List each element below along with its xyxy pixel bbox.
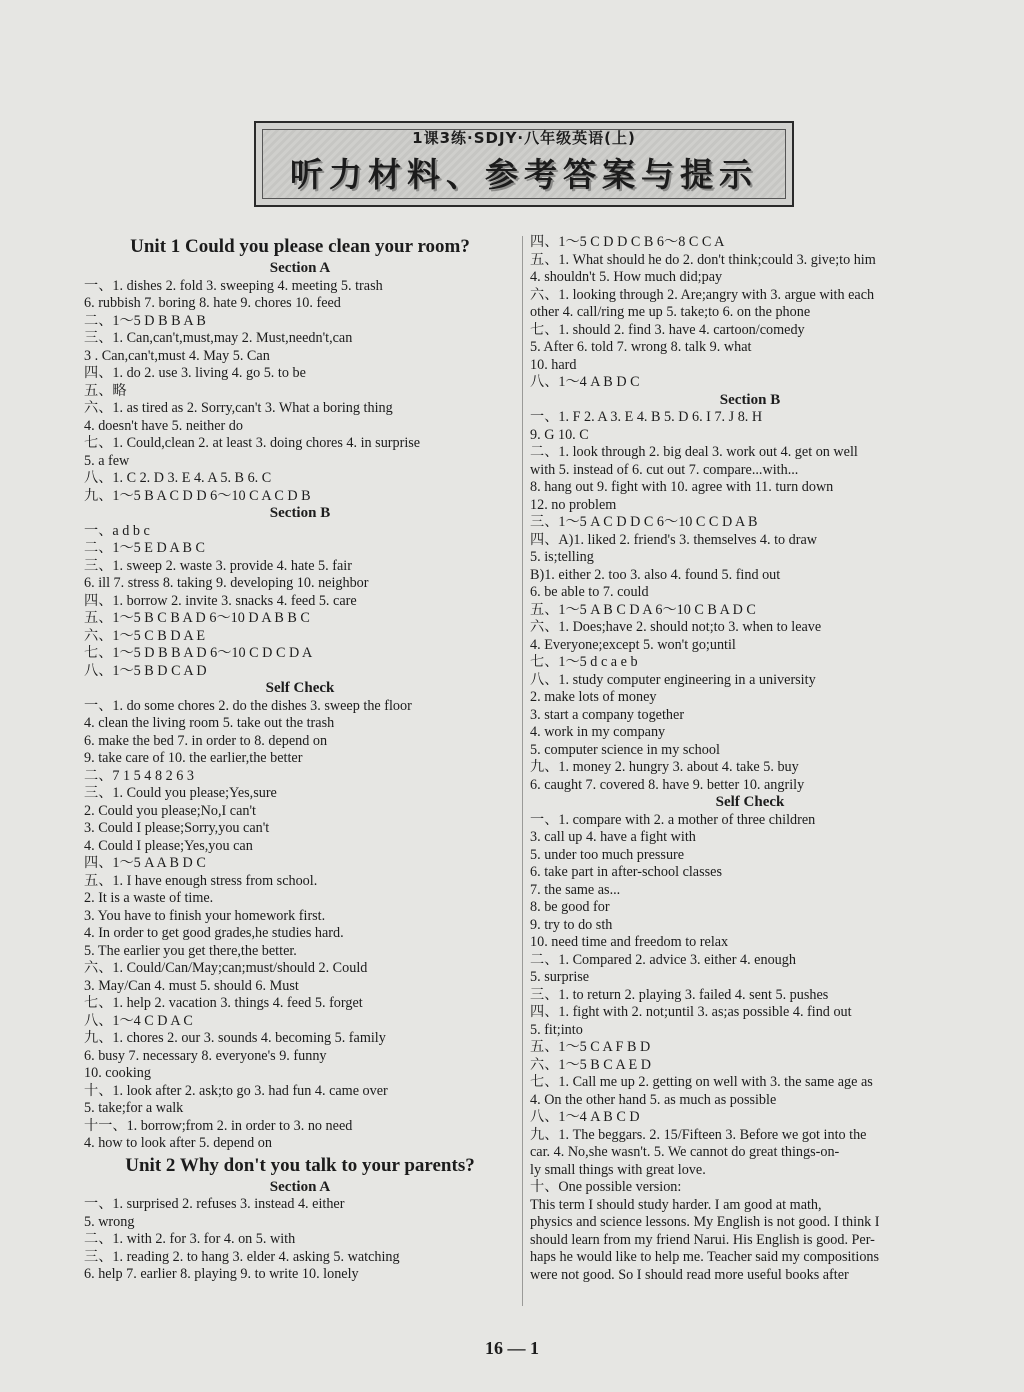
answer-line: 8. hang out 9. fight with 10. agree with 11. turn down bbox=[530, 479, 834, 495]
answer-line: 5. surprise bbox=[530, 969, 590, 985]
unit2-section-b-heading: Section B bbox=[719, 391, 781, 408]
answer-line: 10. need time and freedom to relax bbox=[530, 934, 729, 950]
unit2-section-b-lines bbox=[530, 409, 970, 794]
answer-line: 五、1～5 C A F B D bbox=[530, 1039, 651, 1055]
answer-line: This term I should study harder. I am good at math, bbox=[530, 1196, 822, 1213]
unit2-section-a-heading: Section A bbox=[269, 1178, 331, 1195]
unit2-title: Unit 2 Why don't you talk to your parents? bbox=[125, 1154, 475, 1176]
unit2-section-a-lines bbox=[84, 1196, 516, 1284]
banner-title: 听力材料、参考答案与提示 bbox=[290, 155, 758, 194]
answer-line: 一、1. dishes 2. fold 3. sweeping 4. meeting 5. trash bbox=[84, 277, 383, 294]
answer-line: 5. fit;into bbox=[530, 1021, 583, 1038]
answer-line: 十、One possible version: bbox=[530, 1179, 682, 1195]
answer-line: 七、1～5 D B B A D 6～10 C D C D A bbox=[84, 645, 313, 661]
answer-line: 八、1～4 A B C D bbox=[530, 1109, 640, 1125]
column-divider bbox=[522, 236, 523, 1306]
answer-line: 四、A)1. liked 2. friend's 3. themselves 4. to draw bbox=[530, 531, 818, 548]
answer-line: 六、1～5 B C A E D bbox=[530, 1056, 652, 1073]
answer-line: 六、1. Does;have 2. should not;to 3. when to leave bbox=[530, 619, 822, 635]
unit1-title: Unit 1 Could you please clean your room? bbox=[130, 236, 470, 257]
answer-line: 九、1. chores 2. our 3. sounds 4. becoming 5. family bbox=[84, 1030, 386, 1046]
answer-line: 6. ill 7. stress 8. taking 9. developing 10. neighbor bbox=[84, 575, 369, 591]
answer-line: 八、1～5 B D C A D bbox=[84, 662, 207, 679]
answer-line: 五、1～5 A B C D A 6～10 C B A D C bbox=[530, 601, 756, 618]
banner-subtitle: 1课3练·SDJY·八年级英语(上) bbox=[412, 129, 636, 147]
answer-line: ly small things with great love. bbox=[530, 1161, 706, 1178]
answer-line: 六、1～5 C B D A E bbox=[84, 627, 206, 644]
answer-line: 二、1. look through 2. big deal 3. work out 4. get on well bbox=[530, 444, 858, 460]
answer-line: 5. a few bbox=[84, 452, 130, 469]
answer-line: 十、1. look after 2. ask;to go 3. had fun 4. came over bbox=[84, 1082, 388, 1099]
unit2-section-a-cont-lines bbox=[530, 234, 970, 392]
answer-line: 6. busy 7. necessary 8. everyone's 9. funny bbox=[84, 1047, 327, 1064]
answer-line: 6. be able to 7. could bbox=[530, 584, 649, 600]
answer-line: 七、1～5 d c a e b bbox=[530, 654, 638, 670]
unit1-section-a-lines bbox=[84, 278, 516, 506]
answer-line: physics and science lessons. My English is not good. I think I bbox=[530, 1214, 880, 1230]
answer-line: 四、1～5 C D D C B 6～8 C C A bbox=[530, 234, 725, 250]
answer-line: 6. help 7. earlier 8. playing 9. to write 10. lonely bbox=[84, 1266, 359, 1282]
answer-line: 三、1. reading 2. to hang 3. elder 4. asking 5. watching bbox=[84, 1248, 400, 1265]
answer-line: 五、略 bbox=[84, 382, 127, 399]
answer-line: 4. shouldn't 5. How much did;pay bbox=[530, 269, 723, 285]
answer-line: haps he would like to help me. Teacher said my compositions bbox=[530, 1249, 880, 1265]
answer-line: 七、1. help 2. vacation 3. things 4. feed 5. forget bbox=[84, 995, 363, 1011]
answer-line: with 5. instead of 6. cut out 7. compare...with... bbox=[530, 461, 799, 478]
answer-line: 六、1. as tired as 2. Sorry,can't 3. What a boring thing bbox=[84, 400, 393, 416]
answer-line: 3. start a company together bbox=[530, 706, 685, 723]
unit1-section-b-heading: Section B bbox=[269, 505, 331, 521]
answer-line: 七、1. Could,clean 2. at least 3. doing chores 4. in surprise bbox=[84, 435, 421, 451]
answer-line: 6. make the bed 7. in order to 8. depend on bbox=[84, 732, 328, 749]
answer-line: 二、7 1 5 4 8 2 6 3 bbox=[84, 767, 194, 784]
answer-line: 八、1～4 A B D C bbox=[530, 374, 640, 390]
answer-line: 4. Everyone;except 5. won't go;until bbox=[530, 636, 736, 653]
unit1-section-b-lines bbox=[84, 523, 516, 681]
answer-line: were not good. So I should read more useful books after bbox=[530, 1266, 849, 1283]
answer-line: 8. be good for bbox=[530, 899, 610, 915]
answer-line: 二、1. Compared 2. advice 3. either 4. enough bbox=[530, 951, 796, 968]
left-column bbox=[84, 234, 516, 1284]
answer-line: 八、1. C 2. D 3. E 4. A 5. B 6. C bbox=[84, 470, 272, 486]
right-column bbox=[530, 234, 970, 1284]
unit1-self-check-lines bbox=[84, 698, 516, 1153]
answer-line: 10. cooking bbox=[84, 1065, 151, 1081]
answer-line: 5. After 6. told 7. wrong 8. talk 9. what bbox=[530, 339, 752, 355]
answer-line: 4. how to look after 5. depend on bbox=[84, 1135, 272, 1151]
answer-line: 七、1. Call me up 2. getting on well with 3. the same age as bbox=[530, 1074, 873, 1090]
answer-line: 9. try to do sth bbox=[530, 916, 613, 933]
answer-line: 三、1～5 A C D D C 6～10 C C D A B bbox=[530, 514, 758, 530]
answer-line: 5. under too much pressure bbox=[530, 846, 685, 863]
answer-line: B)1. either 2. too 3. also 4. found 5. find out bbox=[530, 566, 781, 583]
answer-line: 三、1. Could you please;Yes,sure bbox=[84, 785, 277, 801]
answer-line: 七、1. should 2. find 3. have 4. cartoon/comedy bbox=[530, 321, 805, 338]
answer-line: 四、1. do 2. use 3. living 4. go 5. to be bbox=[84, 365, 306, 381]
answer-line: 一、1. surprised 2. refuses 3. instead 4. either bbox=[84, 1196, 345, 1212]
answer-line: 3. Could I please;Sorry,you can't bbox=[84, 820, 270, 836]
answer-line: 一、1. do some chores 2. do the dishes 3. sweep the floor bbox=[84, 697, 412, 714]
answer-line: 三、1. to return 2. playing 3. failed 4. sent 5. pushes bbox=[530, 986, 829, 1003]
answer-line: 九、1～5 B A C D D 6～10 C A C D B bbox=[84, 487, 311, 504]
answer-line: 3. May/Can 4. must 5. should 6. Must bbox=[84, 977, 299, 994]
answer-line: other 4. call/ring me up 5. take;to 6. on the phone bbox=[530, 304, 811, 320]
answer-line: 10. hard bbox=[530, 356, 577, 373]
answer-line: 5. wrong bbox=[84, 1213, 135, 1230]
answer-line: 3. call up 4. have a fight with bbox=[530, 829, 696, 845]
answer-line: 三、1. sweep 2. waste 3. provide 4. hate 5. fair bbox=[84, 557, 352, 574]
answer-line: 7. the same as... bbox=[530, 881, 621, 898]
answer-line: 12. no problem bbox=[530, 496, 617, 513]
answer-line: 4. In order to get good grades,he studies hard. bbox=[84, 925, 344, 941]
answer-line: 二、1. with 2. for 3. for 4. on 5. with bbox=[84, 1231, 296, 1247]
unit2-self-check-heading: Self Check bbox=[715, 794, 785, 810]
answer-line: 一、1. compare with 2. a mother of three children bbox=[530, 811, 816, 828]
answer-line: 一、a d b c bbox=[84, 522, 150, 539]
answer-line: 一、1. F 2. A 3. E 4. B 5. D 6. I 7. J 8. H bbox=[530, 409, 763, 425]
answer-line: 4. Could I please;Yes,you can bbox=[84, 837, 253, 854]
answer-line: 九、1. money 2. hungry 3. about 4. take 5. buy bbox=[530, 759, 799, 775]
answer-line: 3 . Can,can't,must 4. May 5. Can bbox=[84, 347, 270, 364]
answer-line: 6. take part in after-school classes bbox=[530, 864, 722, 880]
unit1-section-a-heading: Section A bbox=[269, 260, 331, 276]
answer-line: 4. clean the living room 5. take out the trash bbox=[84, 715, 335, 731]
answer-line: 四、1. fight with 2. not;until 3. as;as possible 4. find out bbox=[530, 1004, 852, 1020]
page-number: 16 — 1 bbox=[485, 1338, 539, 1358]
unit2-self-check-lines bbox=[530, 812, 970, 1285]
answer-line: 二、1～5 E D A B C bbox=[84, 540, 206, 556]
answer-line: 2. make lots of money bbox=[530, 689, 657, 705]
answer-line: 四、1～5 A A B D C bbox=[84, 855, 206, 871]
answer-line: car. 4. No,she wasn't. 5. We cannot do great things-on- bbox=[530, 1144, 840, 1160]
answer-line: 三、1. Can,can't,must,may 2. Must,needn't,can bbox=[84, 330, 353, 346]
answer-line: 五、1. What should he do 2. don't think;could 3. give;to him bbox=[530, 251, 876, 268]
answer-line: 5. computer science in my school bbox=[530, 741, 720, 758]
answer-line: 5. is;telling bbox=[530, 549, 594, 565]
header-banner bbox=[254, 121, 794, 207]
answer-line: 五、1～5 B C B A D 6～10 D A B B C bbox=[84, 610, 310, 626]
answer-line: 3. You have to finish your homework first. bbox=[84, 907, 326, 924]
answer-line: 2. Could you please;No,I can't bbox=[84, 802, 256, 819]
answer-line: 十一、1. borrow;from 2. in order to 3. no need bbox=[84, 1117, 353, 1134]
answer-line: 5. take;for a walk bbox=[84, 1100, 184, 1116]
answer-line: 九、1. The beggars. 2. 15/Fifteen 3. Before we got into the bbox=[530, 1126, 867, 1143]
answer-line: 9. take care of 10. the earlier,the better bbox=[84, 750, 303, 766]
answer-line: 五、1. I have enough stress from school. bbox=[84, 872, 318, 889]
answer-line: 6. rubbish 7. boring 8. hate 9. chores 10. feed bbox=[84, 295, 341, 311]
answer-line: 4. On the other hand 5. as much as possible bbox=[530, 1091, 777, 1108]
answer-line: 二、1～5 D B B A B bbox=[84, 312, 206, 329]
answer-line: 六、1. Could/Can/May;can;must/should 2. Could bbox=[84, 960, 368, 976]
answer-line: 2. It is a waste of time. bbox=[84, 890, 214, 906]
answer-line: 4. doesn't have 5. neither do bbox=[84, 417, 243, 434]
answer-line: 6. caught 7. covered 8. have 9. better 10. angrily bbox=[530, 776, 805, 793]
answer-line: should learn from my friend Narui. His English is good. Per- bbox=[530, 1231, 875, 1248]
answer-line: 4. work in my company bbox=[530, 724, 666, 740]
answer-line: 四、1. borrow 2. invite 3. snacks 4. feed 5. care bbox=[84, 592, 357, 609]
answer-line: 八、1～4 C D A C bbox=[84, 1012, 193, 1029]
answer-line: 八、1. study computer engineering in a university bbox=[530, 671, 816, 688]
answer-line: 六、1. looking through 2. Are;angry with 3. argue with each bbox=[530, 286, 875, 303]
answer-line: 9. G 10. C bbox=[530, 426, 589, 443]
answer-line: 5. The earlier you get there,the better. bbox=[84, 942, 297, 959]
unit1-self-check-heading: Self Check bbox=[265, 680, 335, 696]
